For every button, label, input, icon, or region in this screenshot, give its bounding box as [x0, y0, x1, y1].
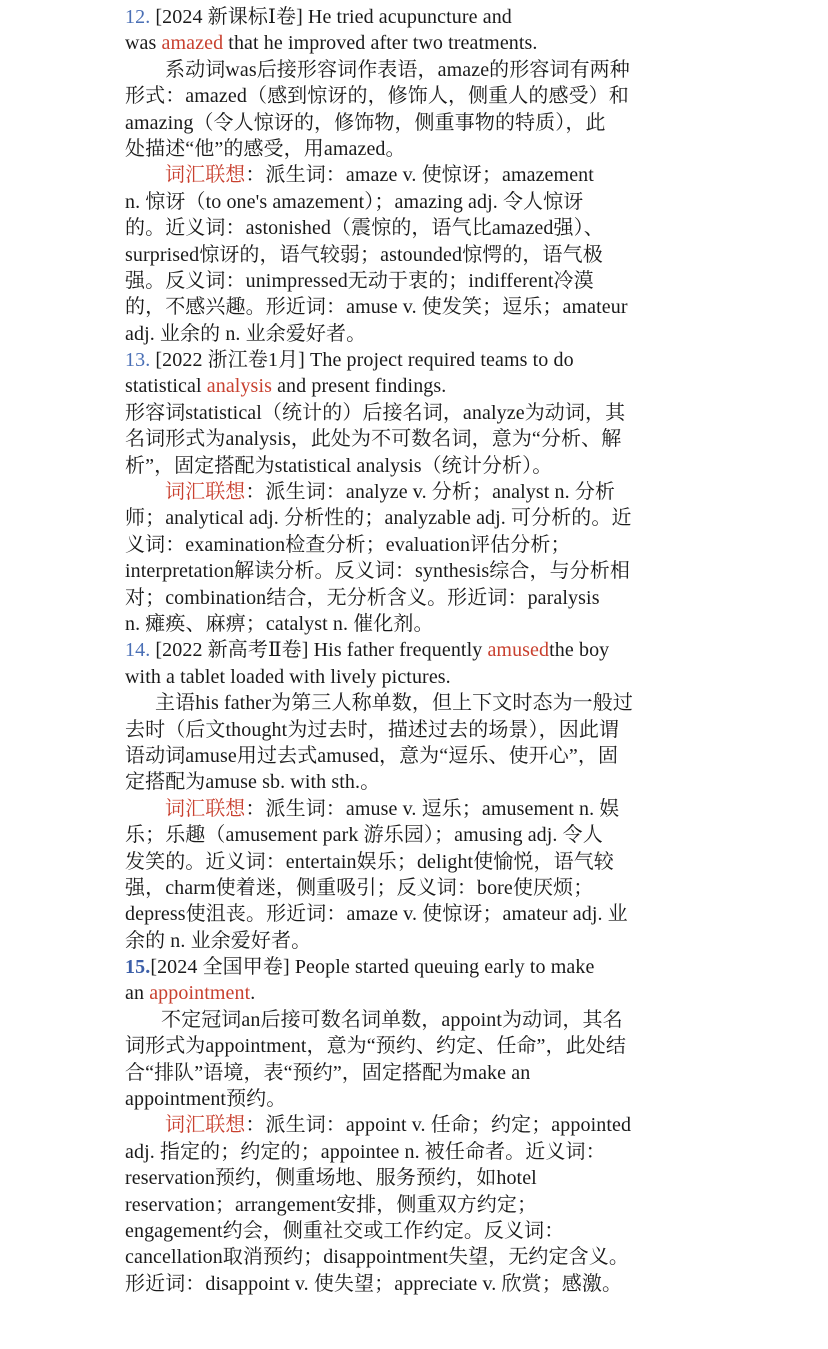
explanation-line: 语动词amuse用过去式amused，意为“逗乐、使开心”，固 [125, 744, 619, 767]
vocab-line: 余的 n. 业余爱好者。 [125, 929, 312, 952]
explanation-line: 形式：amazed（感到惊讶的，修饰人，侧重人的感受）和 [125, 85, 629, 108]
vocab-text: ：派生词：amaze v. 使惊讶；amazement [245, 164, 594, 187]
answer-word: amazed [161, 32, 224, 55]
vocab-line: 强，charm使着迷，侧重吸引；反义词：bore使厌烦； [125, 876, 594, 899]
question-number: 14. [125, 639, 151, 662]
vocab-line: 师；analytical adj. 分析性的；analyzable adj. 可分析的。近 [125, 507, 632, 530]
vocab-line [125, 1112, 715, 1138]
vocab-text: ：派生词：analyze v. 分析；analyst n. 分析 [245, 481, 616, 504]
vocab-line: n. 瘫痪、麻痹；catalyst n. 催化剂。 [125, 612, 434, 635]
question-line [125, 347, 715, 373]
question-line [125, 4, 715, 30]
vocab-line: 乐；乐趣（amusement park 游乐园）；amusing adj. 令人 [125, 824, 603, 847]
question-source: [2022 浙江卷1月] The project required teams to do [150, 349, 574, 372]
question-number: 13. [125, 349, 151, 372]
vocab-line: 对；combination结合，无分析含义。形近词：paralysis [125, 586, 600, 609]
question-text: was [125, 32, 162, 55]
question-text: that he improved after two treatments. [223, 32, 538, 55]
question-line: with a tablet loaded with lively pictures. [125, 665, 451, 688]
vocab-line [125, 162, 715, 188]
vocab-line: n. 惊讶（to one's amazement）；amazing adj. 令人惊讶 [125, 190, 584, 213]
vocab-line: 的，不感兴趣。形近词：amuse v. 使发笑；逗乐；amateur [125, 296, 628, 319]
vocab-line: 的。近义词：astonished（震惊的，语气比amazed强）、 [125, 217, 604, 240]
vocab-line: reservation；arrangement安排，侧重双方约定； [125, 1193, 538, 1216]
vocab-text: ：派生词：appoint v. 任命；约定；appointed [245, 1114, 632, 1137]
question-line [125, 30, 715, 56]
document-page [125, 4, 715, 1297]
vocab-line: interpretation解读分析。反义词：synthesis综合，与分析相 [125, 560, 630, 583]
vocab-line: adj. 业余的 n. 业余爱好者。 [125, 322, 367, 345]
vocab-label: 词汇联想 [165, 164, 246, 187]
vocab-line: depress使沮丧。形近词：amaze v. 使惊讶；amateur adj. 业 [125, 903, 628, 926]
question-13 [125, 347, 715, 637]
vocab-line: cancellation取消预约；disappointment失望，无约定含义。 [125, 1246, 629, 1269]
explanation-line: 系动词was后接形容词作表语，amaze的形容词有两种 [165, 58, 630, 81]
vocab-label: 词汇联想 [165, 1114, 246, 1137]
vocab-line: reservation预约，侧重场地、服务预约，如hotel [125, 1167, 537, 1190]
explanation-line: 去时（后文thought为过去时，描述过去的场景），因此谓 [125, 718, 620, 741]
question-text: the boy [549, 639, 610, 662]
vocab-label: 词汇联想 [165, 481, 246, 504]
question-text: statistical [125, 375, 207, 398]
question-source: [2024 全国甲卷] People started queuing early to make [150, 956, 595, 979]
vocab-label: 词汇联想 [165, 797, 246, 820]
question-number: 15. [125, 956, 151, 979]
explanation-line: appointment预约。 [125, 1088, 287, 1111]
explanation-line: 不定冠词an后接可数名词单数，appoint为动词，其名 [161, 1008, 623, 1031]
explanation-line: 析”，固定搭配为statistical analysis（统计分析）。 [125, 454, 553, 477]
explanation-line: 名词形式为analysis，此处为不可数名词，意为“分析、解 [125, 428, 622, 451]
question-text: and present findings. [271, 375, 447, 398]
question-line [125, 373, 715, 399]
question-text: . [250, 982, 256, 1005]
question-number: 12. [125, 6, 151, 28]
vocab-line [125, 479, 715, 505]
explanation-line: 合“排队”语境，表“预约”，固定搭配为make an [125, 1061, 531, 1084]
vocab-line: adj. 指定的；约定的；appointee n. 被任命者。近义词： [125, 1140, 606, 1163]
answer-word: appointment [149, 982, 251, 1005]
question-line [125, 954, 715, 980]
question-14 [125, 637, 715, 954]
question-source: [2022 新高考Ⅱ卷] His father frequently [150, 639, 488, 662]
explanation-line: 形容词statistical（统计的）后接名词，analyze为动词，其 [125, 401, 626, 424]
explanation-line: 主语his father为第三人称单数，但上下文时态为一般过 [155, 692, 633, 715]
explanation-line: 处描述“他”的感受，用amazed。 [125, 137, 406, 160]
explanation-line: 定搭配为amuse sb. with sth.。 [125, 771, 381, 794]
vocab-text: ：派生词：amuse v. 逗乐；amusement n. 娱 [245, 797, 620, 820]
question-text: an [125, 982, 150, 1005]
vocab-line: 强。反义词：unimpressed无动于衷的；indifferent冷漠 [125, 269, 594, 292]
question-line [125, 980, 715, 1006]
vocab-line: 形近词：disappoint v. 使失望；appreciate v. 欣赏；感激。 [125, 1272, 623, 1295]
answer-word: analysis [206, 375, 272, 398]
explanation-line: amazing（令人惊讶的，修饰物，侧重事物的特质），此 [125, 111, 606, 134]
question-15 [125, 954, 715, 1297]
vocab-line: surprised惊讶的，语气较弱；astounded惊愕的，语气极 [125, 243, 603, 266]
answer-word: amused [487, 639, 550, 662]
explanation-line: 词形式为appointment，意为“预约、约定、任命”，此处结 [125, 1035, 626, 1058]
vocab-line: engagement约会，侧重社交或工作约定。反义词： [125, 1219, 565, 1242]
vocab-line [125, 796, 715, 822]
question-source: [2024 新课标Ⅰ卷] He tried acupuncture and [150, 6, 512, 28]
vocab-line: 发笑的。近义词：entertain娱乐；delight使愉悦，语气较 [125, 850, 614, 873]
question-line [125, 637, 715, 663]
vocab-line: 义词：examination检查分析；evaluation评估分析； [125, 533, 571, 556]
question-12 [125, 4, 715, 347]
